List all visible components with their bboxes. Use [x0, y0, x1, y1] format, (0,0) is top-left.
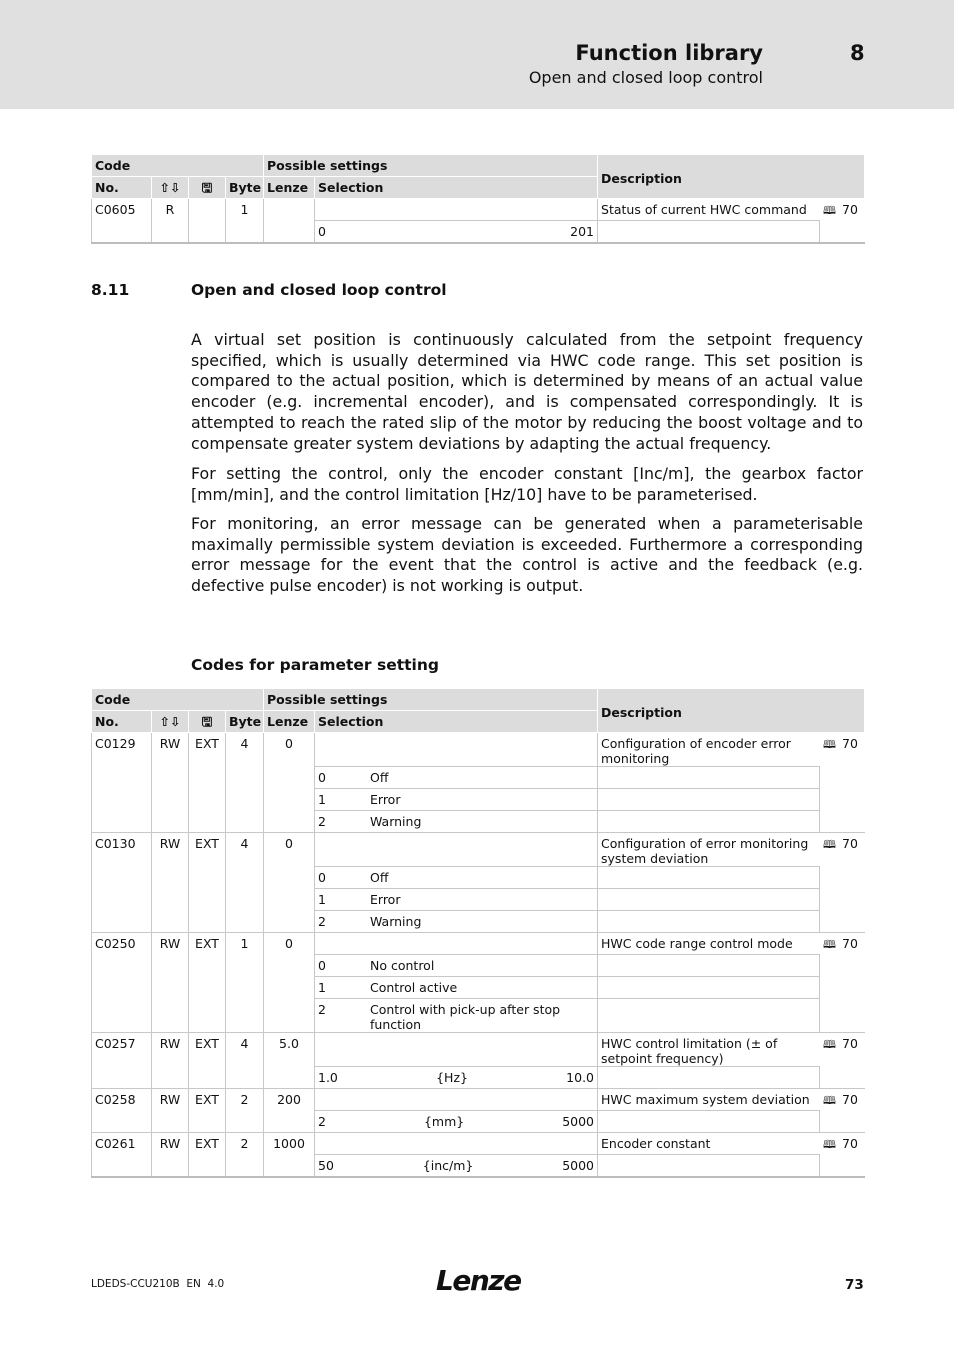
selection-range	[315, 1111, 598, 1133]
option-value: 1	[318, 892, 326, 907]
option-value: 1	[318, 980, 326, 995]
reference-page: 70	[842, 1036, 858, 1051]
option-label: Warning	[370, 814, 422, 829]
chapter-number: 8	[850, 41, 865, 65]
option-label: Warning	[370, 914, 422, 929]
manual-reference[interactable]	[820, 199, 865, 244]
reference-page: 70	[842, 936, 858, 951]
lenze-default: 200	[264, 1089, 315, 1133]
access: RW	[152, 1033, 189, 1089]
byte-size: 1	[226, 199, 264, 244]
byte-size: 2	[226, 1089, 264, 1133]
code-description: HWC code range control mode	[598, 933, 820, 955]
option-value: 0	[318, 958, 326, 973]
code-description: Encoder constant	[598, 1133, 820, 1155]
header-description: Description	[598, 155, 865, 199]
selection-empty	[315, 1033, 598, 1067]
header-lenze: Lenze	[264, 177, 315, 199]
code-table-1	[91, 154, 865, 244]
description-empty	[598, 1155, 820, 1178]
save-type: EXT	[189, 1133, 226, 1178]
description-empty	[598, 867, 820, 889]
description-empty	[598, 1111, 820, 1133]
book-icon: 🕮	[823, 1038, 836, 1051]
range-max: 5000	[562, 1158, 594, 1173]
book-icon: 🕮	[823, 838, 836, 851]
manual-reference[interactable]	[820, 1089, 865, 1133]
option-value: 0	[318, 770, 326, 785]
lenze-logo: Lenze	[436, 1264, 521, 1297]
section-title: Open and closed loop control	[191, 281, 447, 299]
header-lenze: Lenze	[264, 711, 315, 733]
range-unit: {inc/m}	[422, 1158, 474, 1173]
save-type: EXT	[189, 1033, 226, 1089]
option-value: 1	[318, 792, 326, 807]
table-row	[92, 933, 865, 955]
access: R	[152, 199, 189, 244]
range-unit: {mm}	[423, 1114, 465, 1129]
byte-size: 4	[226, 833, 264, 933]
chapter-subtitle: Open and closed loop control	[528, 68, 763, 87]
book-icon: 🕮	[823, 738, 836, 751]
lenze-default	[264, 199, 315, 244]
manual-reference[interactable]	[820, 1133, 865, 1178]
lenze-default: 0	[264, 833, 315, 933]
selection-range	[315, 221, 598, 244]
reference-page: 70	[842, 1136, 858, 1151]
option-label: Off	[370, 770, 389, 785]
code-number: C0605	[92, 199, 152, 244]
lenze-default: 0	[264, 733, 315, 833]
byte-size: 2	[226, 1133, 264, 1178]
option-value: 0	[318, 870, 326, 885]
option-label: Off	[370, 870, 389, 885]
selection-empty	[315, 933, 598, 955]
save-type: EXT	[189, 833, 226, 933]
byte-size: 4	[226, 733, 264, 833]
manual-reference[interactable]	[820, 733, 865, 833]
selection-option	[315, 889, 598, 911]
header-byte: Byte	[226, 711, 264, 733]
header-code: Code	[92, 155, 264, 177]
book-icon: 🕮	[823, 1138, 836, 1151]
code-table-2	[91, 688, 865, 1178]
range-min: 2	[318, 1114, 326, 1129]
table-row	[92, 833, 865, 867]
header-code: Code	[92, 689, 264, 711]
table-row	[92, 199, 865, 221]
description-empty	[598, 911, 820, 933]
code-number: C0129	[92, 733, 152, 833]
table-row	[92, 733, 865, 767]
option-label: Error	[370, 792, 401, 807]
header-save: 🖫	[189, 711, 226, 733]
subheading: Codes for parameter setting	[191, 656, 439, 674]
byte-size: 4	[226, 1033, 264, 1089]
description-empty	[598, 977, 820, 999]
code-description: HWC maximum system deviation	[598, 1089, 820, 1111]
code-number: C0258	[92, 1089, 152, 1133]
chapter-title: Function library	[575, 41, 763, 65]
book-icon: 🕮	[823, 938, 836, 951]
description-empty	[598, 811, 820, 833]
access: RW	[152, 733, 189, 833]
selection-option	[315, 811, 598, 833]
range-max: 5000	[562, 1114, 594, 1129]
selection-option	[315, 977, 598, 999]
header-access: ⇧⇩	[152, 711, 189, 733]
selection-option	[315, 999, 598, 1033]
code-number: C0261	[92, 1133, 152, 1178]
range-unit: {Hz}	[436, 1070, 468, 1085]
range-max: 201	[570, 224, 594, 239]
code-number: C0130	[92, 833, 152, 933]
header-save: 🖫	[189, 177, 226, 199]
reference-page: 70	[842, 202, 858, 217]
selection-empty	[315, 1089, 598, 1111]
selection-option	[315, 911, 598, 933]
code-description: Configuration of error monitoring system deviation	[598, 833, 820, 867]
header-selection: Selection	[315, 711, 598, 733]
description-empty	[598, 789, 820, 811]
access: RW	[152, 1133, 189, 1178]
save-type	[189, 199, 226, 244]
selection-option	[315, 767, 598, 789]
selection-option	[315, 867, 598, 889]
lenze-default: 1000	[264, 1133, 315, 1178]
option-value: 2	[318, 1002, 326, 1017]
range-min: 1.0	[318, 1070, 338, 1085]
header-no: No.	[92, 177, 152, 199]
section-number: 8.11	[91, 281, 130, 299]
paragraph: A virtual set position is continuously calculated from the setpoint frequency specified, which is usually determined via HWC code range. This set position is compared to the actual position, which is determined by means of an actual value encoder (e.g. incremental encoder), and is compensated correspondingly. It is attempted to reach the rated slip of the motor by reducing the boost voltage and to compensate greater system deviations by adapting the actual frequency.	[191, 330, 863, 453]
selection-option	[315, 789, 598, 811]
option-label: Error	[370, 892, 401, 907]
book-icon: 🕮	[823, 204, 836, 217]
table-row	[92, 1033, 865, 1067]
option-value: 2	[318, 914, 326, 929]
reference-page: 70	[842, 1092, 858, 1107]
access: RW	[152, 1089, 189, 1133]
range-min: 0	[318, 224, 326, 239]
code-number: C0250	[92, 933, 152, 1033]
code-description: Status of current HWC command	[598, 199, 820, 221]
header-description: Description	[598, 689, 865, 733]
description-empty	[598, 221, 820, 244]
reference-page: 70	[842, 736, 858, 751]
option-label: No control	[370, 958, 435, 973]
header-no: No.	[92, 711, 152, 733]
paragraph: For monitoring, an error message can be generated when a parameterisable maximally permissible system deviation is exceeded. Furthermore a corresponding error message for the event that the control is active and the feedback (e.g. defective pulse encoder) is not working is output.	[191, 514, 863, 596]
access: RW	[152, 933, 189, 1033]
description-empty	[598, 955, 820, 977]
selection-empty	[315, 1133, 598, 1155]
code-number: C0257	[92, 1033, 152, 1089]
selection-range	[315, 1067, 598, 1089]
manual-reference[interactable]	[820, 1033, 865, 1089]
selection-empty	[315, 833, 598, 867]
code-description: Configuration of encoder error monitoring	[598, 733, 820, 767]
selection-empty	[315, 733, 598, 767]
access: RW	[152, 833, 189, 933]
description-empty	[598, 999, 820, 1033]
selection-option	[315, 955, 598, 977]
header-possible-settings: Possible settings	[264, 155, 598, 177]
option-label: Control active	[370, 980, 458, 995]
code-description: HWC control limitation (± of setpoint frequency)	[598, 1033, 820, 1067]
header-byte: Byte	[226, 177, 264, 199]
byte-size: 1	[226, 933, 264, 1033]
range-min: 50	[318, 1158, 334, 1173]
book-icon: 🕮	[823, 1094, 836, 1107]
reference-page: 70	[842, 836, 858, 851]
header-selection: Selection	[315, 177, 598, 199]
table-row	[92, 1089, 865, 1111]
description-empty	[598, 1067, 820, 1089]
page-header	[0, 0, 954, 109]
header-access: ⇧⇩	[152, 177, 189, 199]
save-type: EXT	[189, 733, 226, 833]
table-row	[92, 1133, 865, 1155]
manual-reference[interactable]	[820, 833, 865, 933]
save-type: EXT	[189, 933, 226, 1033]
option-value: 2	[318, 814, 326, 829]
description-empty	[598, 889, 820, 911]
save-type: EXT	[189, 1089, 226, 1133]
manual-reference[interactable]	[820, 933, 865, 1033]
range-max: 10.0	[566, 1070, 595, 1085]
selection-range	[315, 1155, 598, 1178]
option-label: Control with pick-up after stop function	[370, 1002, 561, 1032]
selection-empty	[315, 199, 598, 221]
page-number: 73	[845, 1277, 864, 1293]
paragraph: For setting the control, only the encoder constant [Inc/m], the gearbox factor [mm/min], and the control limitation [Hz/10] have to be parameterised.	[191, 464, 863, 504]
lenze-default: 0	[264, 933, 315, 1033]
lenze-default: 5.0	[264, 1033, 315, 1089]
document-id: LDEDS-CCU210B EN 4.0	[91, 1278, 225, 1290]
header-possible-settings: Possible settings	[264, 689, 598, 711]
description-empty	[598, 767, 820, 789]
